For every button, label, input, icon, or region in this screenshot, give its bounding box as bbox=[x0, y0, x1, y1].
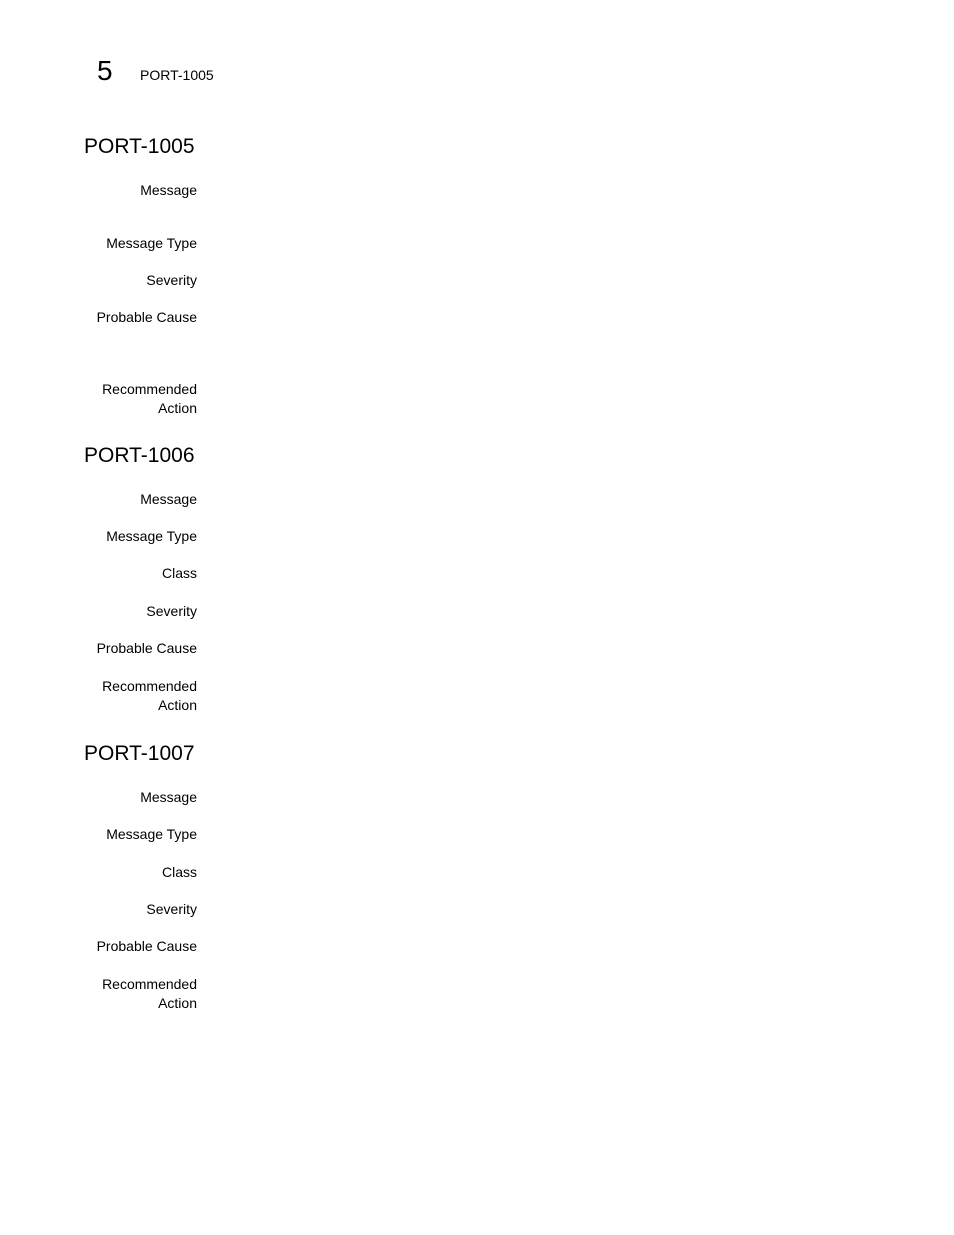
field-label-class: Class bbox=[161, 565, 197, 581]
field-label-line: Recommended bbox=[102, 381, 197, 397]
field-label-severity: Severity bbox=[146, 603, 197, 619]
running-header-title: PORT-1005 bbox=[140, 67, 214, 83]
field-label-line: Action bbox=[158, 995, 197, 1011]
section-port-1007 bbox=[84, 742, 864, 1022]
field-label-message-type: Message Type bbox=[106, 826, 197, 842]
field-label-message-type: Message Type bbox=[106, 235, 197, 251]
field-label-probable-cause: Probable Cause bbox=[96, 309, 197, 325]
section-title: PORT-1005 bbox=[84, 135, 195, 158]
field-label-line: Action bbox=[158, 400, 197, 416]
field-label-message-type: Message Type bbox=[106, 528, 197, 544]
field-label-message: Message bbox=[140, 491, 197, 507]
field-label-line: Recommended bbox=[102, 976, 197, 992]
field-label-severity: Severity bbox=[146, 272, 197, 288]
field-label-probable-cause: Probable Cause bbox=[96, 640, 197, 656]
section-title: PORT-1007 bbox=[84, 742, 195, 765]
chapter-number: 5 bbox=[97, 55, 113, 86]
field-label-line: Recommended bbox=[102, 678, 197, 694]
field-label-line: Action bbox=[158, 697, 197, 713]
section-port-1005 bbox=[84, 135, 864, 425]
field-label-probable-cause: Probable Cause bbox=[96, 938, 197, 954]
field-label-severity: Severity bbox=[146, 901, 197, 917]
field-label-message: Message bbox=[140, 789, 197, 805]
field-label-recommended-action bbox=[84, 677, 197, 715]
field-label-recommended-action bbox=[84, 975, 197, 1013]
section-port-1006 bbox=[84, 444, 864, 724]
field-label-class: Class bbox=[161, 864, 197, 880]
field-label-recommended-action bbox=[84, 380, 197, 418]
section-title: PORT-1006 bbox=[84, 444, 195, 467]
field-label-message: Message bbox=[140, 182, 197, 198]
running-header bbox=[97, 56, 214, 90]
